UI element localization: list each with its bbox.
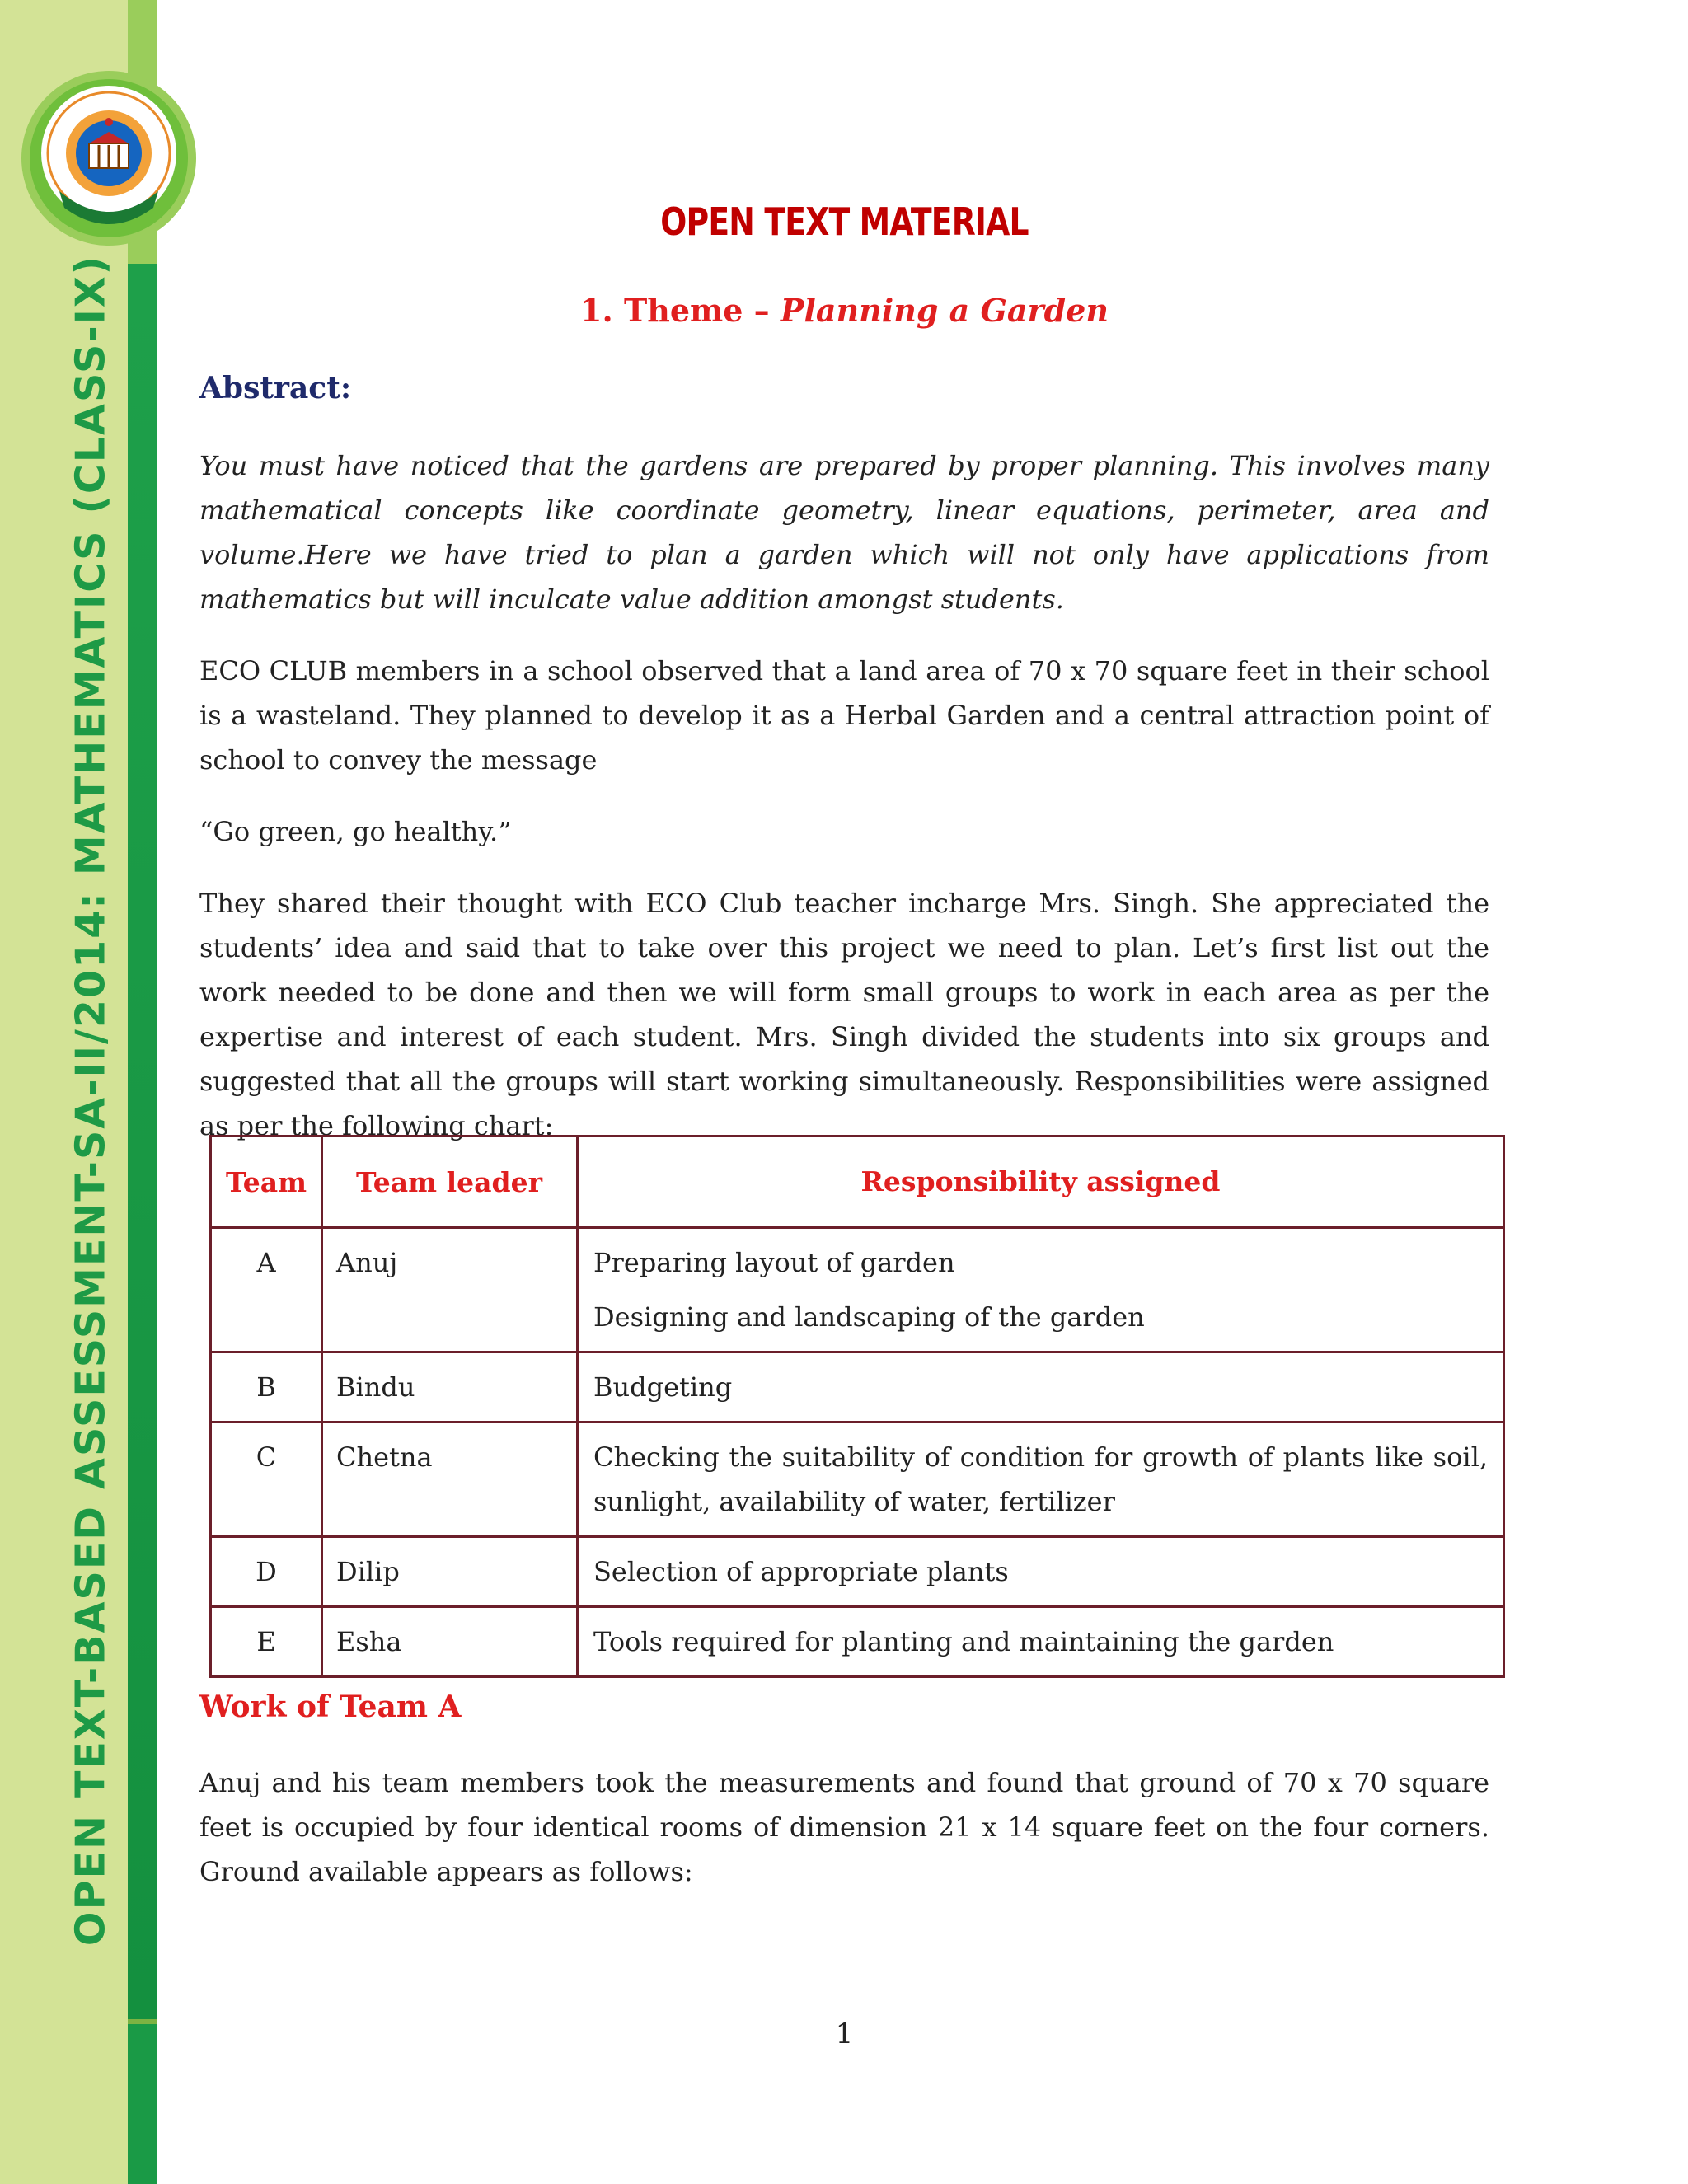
header-responsibility: Responsibility assigned [578,1137,1504,1228]
theme-name: Planning a Garden [780,292,1109,329]
responsibility-line: Designing and landscaping of the garden [593,1301,1145,1333]
table-header-row [211,1137,1504,1228]
abstract-text: You must have noticed that the gardens are prepared by proper planning. This involves many mathematical concepts like coordinate geometry, linear equations, perimeter, area and volume.Here we have tried to plan a garden which will not only have applications from mathematics but will inculcate value addition amongst students. [199,450,1489,615]
responsibility-line: Preparing layout of garden [593,1247,955,1278]
header-team: Team [211,1137,322,1228]
team-cell: A [211,1228,322,1352]
vertical-assessment-title: OPEN TEXT-BASED ASSESSMENT-SA-II/2014: MATHEMATICS (CLASS-IX) [67,254,115,1947]
responsibility-cell [578,1537,1504,1607]
theme-prefix: 1. Theme – [580,292,781,329]
teacher-paragraph: They shared their thought with ECO Club teacher incharge Mrs. Singh. She appreciated the students’ idea and said that to take over this project we need to plan. Let’s first list out the work needed to be done and then we will form small groups to work in each area as per the expertise and interest of each student. Mrs. Singh divided the students into six groups and suggested that all the groups will start working simultaneously. Responsibilities were assigned as per the following chart: [199,888,1489,1141]
slogan-quote: “Go green, go healthy.” [199,816,512,847]
theme-heading [199,292,1489,329]
responsibility-table [209,1135,1505,1678]
table-row [211,1607,1504,1677]
responsibility-cell [578,1228,1504,1352]
responsibility-line: Budgeting [593,1371,733,1403]
leader-cell: Esha [322,1607,578,1677]
responsibility-line: Selection of appropriate plants [593,1556,1009,1587]
page-title: OPEN TEXT MATERIAL [660,199,1029,244]
table-row [211,1422,1504,1537]
leader-cell: Chetna [322,1422,578,1537]
team-cell: B [211,1352,322,1422]
team-cell: D [211,1537,322,1607]
leader-cell: Anuj [322,1228,578,1352]
responsibility-cell [578,1422,1504,1537]
responsibility-cell [578,1607,1504,1677]
responsibility-line: Tools required for planting and maintaining the garden [593,1626,1334,1657]
team-cell: C [211,1422,322,1537]
eco-club-paragraph: ECO CLUB members in a school observed that a land area of 70 x 70 square feet in their school is a wasteland. They planned to develop it as a Herbal Garden and a central attraction point of school to convey the message [199,655,1489,776]
table-row [211,1352,1504,1422]
table-row [211,1228,1504,1352]
responsibility-cell [578,1352,1504,1422]
sidebar-band [0,0,157,2184]
team-cell: E [211,1607,322,1677]
responsibility-line: Checking the suitability of condition for growth of plants like soil, sunlight, availability of water, fertilizer [593,1441,1488,1517]
page-number: 1 [835,2018,854,2050]
cbse-emblem-icon [18,68,199,249]
leader-cell: Bindu [322,1352,578,1422]
leader-cell: Dilip [322,1537,578,1607]
table-row [211,1537,1504,1607]
header-team-leader: Team leader [322,1137,578,1228]
abstract-heading: Abstract: [199,371,352,405]
work-team-a-text: Anuj and his team members took the measurements and found that ground of 70 x 70 square feet is occupied by four identical rooms of dimension 21 x 14 square feet on the four corners. Ground available appears as follows: [199,1767,1489,1887]
sidebar-strip [128,0,157,2184]
work-team-a-heading: Work of Team A [199,1690,462,1724]
